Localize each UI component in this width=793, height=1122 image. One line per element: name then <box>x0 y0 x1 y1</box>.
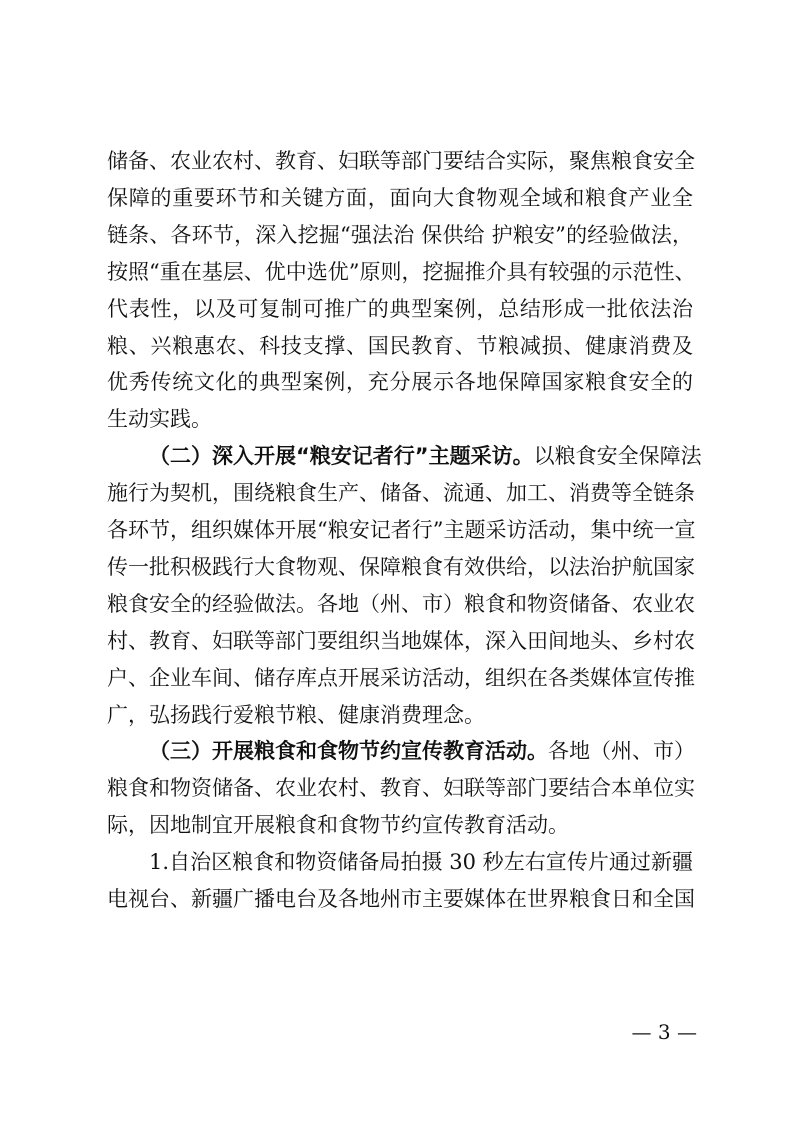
paragraph-line: 链条、各环节，深入挖掘“强法治 保供给 护粮安”的经验做法， <box>107 223 693 247</box>
section-2-line: 广，弘扬践行爱粮节粮、健康消费理念。 <box>107 703 485 727</box>
section-3-lead-text: 各地（州、市） <box>548 739 695 763</box>
section-2-lead-text: 以粮食安全保障法 <box>533 444 702 468</box>
section-2-line: 施行为契机，围绕粮食生产、储备、流通、加工、消费等全链条 <box>107 481 695 505</box>
section-2-line: 传一批积极践行大食物观、保障粮食有效供给，以法治护航国家 <box>107 555 695 579</box>
section-3-line: 际，因地制宜开展粮食和食物节约宣传教育活动。 <box>107 813 569 837</box>
section-3-first-line <box>149 737 693 765</box>
section-2-first-line <box>149 442 702 470</box>
section-3-line: 粮食和物资储备、农业农村、教育、妇联等部门要结合本单位实 <box>107 776 695 800</box>
paragraph-line: 粮、兴粮惠农、科技支撑、国民教育、节粮减损、健康消费及 <box>107 334 693 358</box>
item-1-first-line: 1.自治区粮食和物资储备局拍摄 30 秒左右宣传片通过新疆 <box>149 850 693 874</box>
paragraph-line: 生动实践。 <box>107 407 212 431</box>
paragraph-line: 储备、农业农村、教育、妇联等部门要结合实际，聚焦粮食安全 <box>107 149 695 173</box>
section-2-heading: （二）深入开展“粮安记者行”主题采访。 <box>149 444 534 468</box>
paragraph-line: 代表性，以及可复制可推广的典型案例，总结形成一批依法治 <box>107 297 693 321</box>
section-2-line: 粮食安全的经验做法。各地（州、市）粮食和物资储备、农业农 <box>107 592 695 616</box>
item-1-line: 电视台、新疆广播电台及各地州市主要媒体在世界粮食日和全国 <box>107 887 695 911</box>
paragraph-line: 优秀传统文化的典型案例，充分展示各地保障国家粮食安全的 <box>107 370 693 394</box>
paragraph-line: 保障的重要环节和关键方面，面向大食物观全域和粮食产业全 <box>107 186 693 210</box>
paragraph-line: 按照“重在基层、优中选优”原则，挖掘推介具有较强的示范性、 <box>107 260 696 284</box>
page-number: — 3 — <box>631 1020 697 1044</box>
section-2-line: 各环节，组织媒体开展“粮安记者行”主题采访活动，集中统一宣 <box>107 518 696 542</box>
section-2-line: 户、企业车间、储存库点开展采访活动，组织在各类媒体宣传推 <box>107 666 695 690</box>
section-3-heading: （三）开展粮食和食物节约宣传教育活动。 <box>149 739 548 763</box>
section-2-line: 村、教育、妇联等部门要组织当地媒体，深入田间地头、乡村农 <box>107 629 695 653</box>
